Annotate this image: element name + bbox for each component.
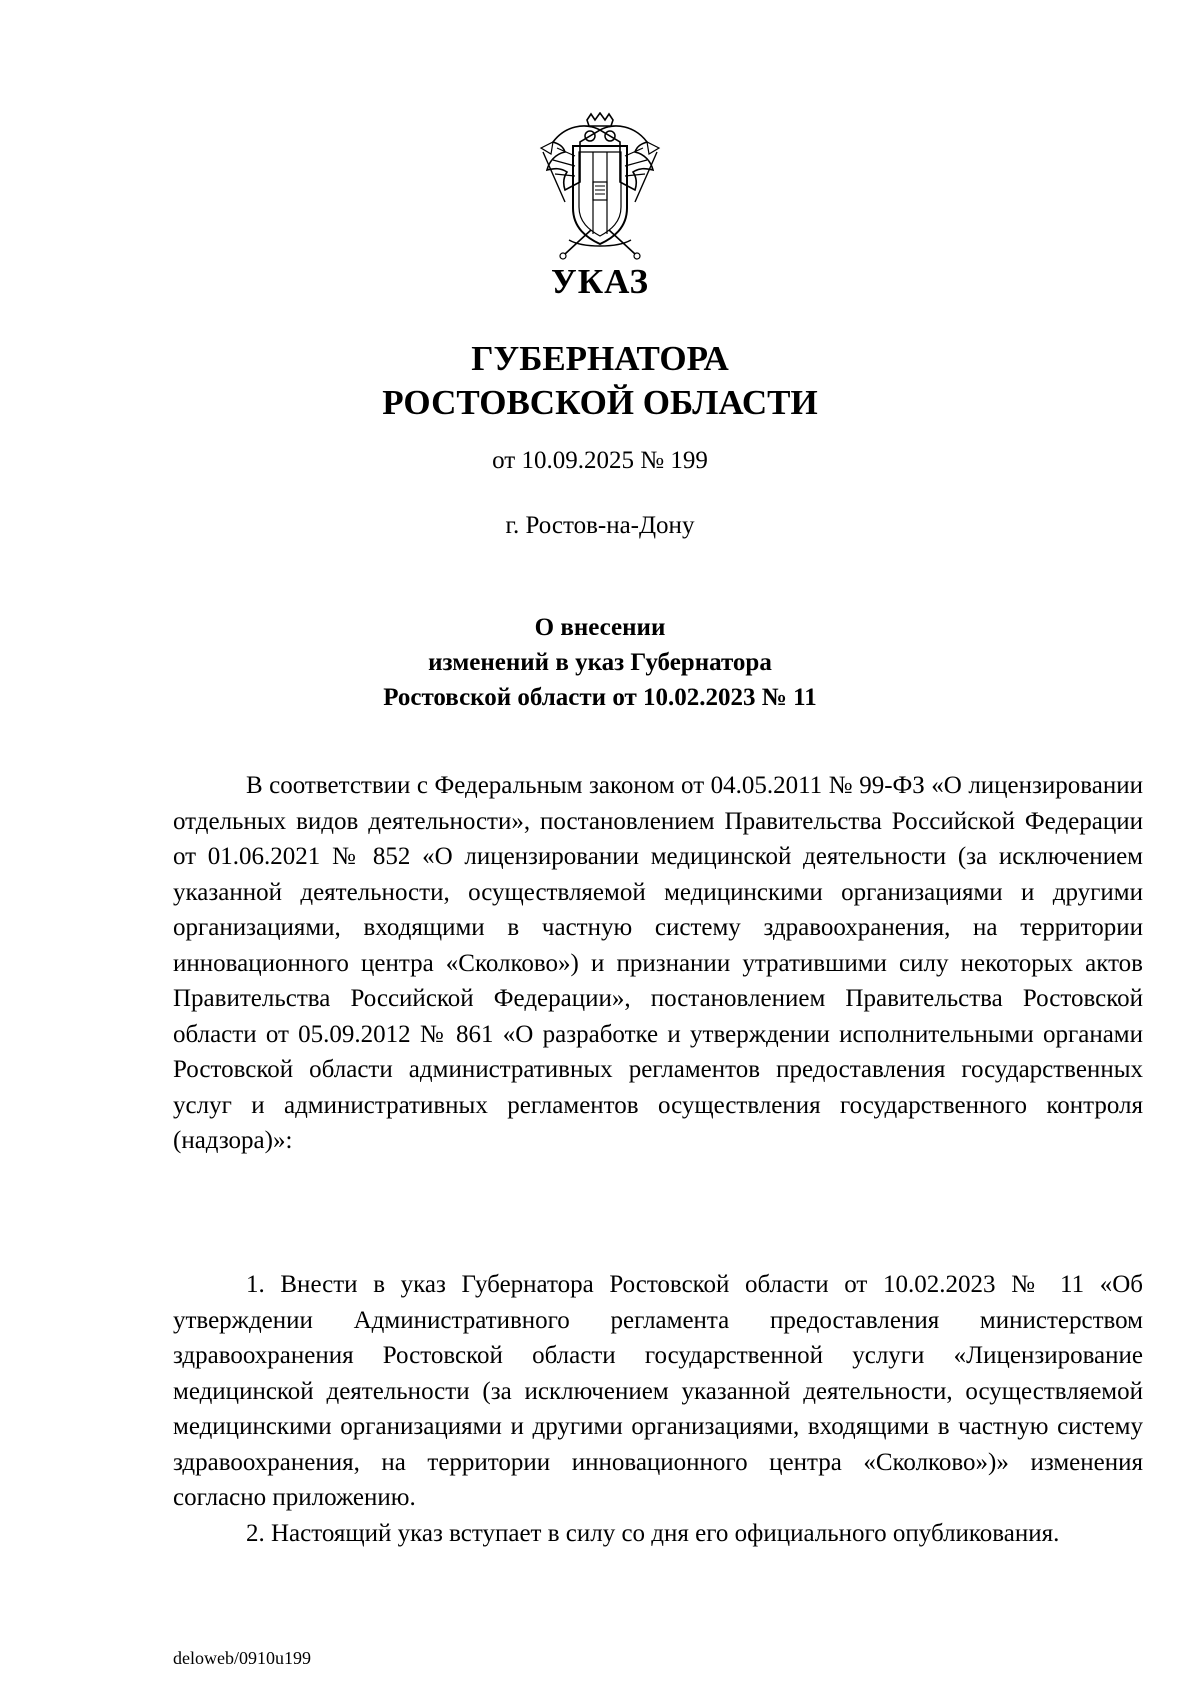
subject-line-2: изменений в указ Губернатора [428,649,772,676]
issuer-line-2: РОСТОВСКОЙ ОБЛАСТИ [382,383,818,422]
preamble-paragraph: В соответствии с Федеральным законом от 04.05.2011 № 99-ФЗ «О лицензировании отдельных видов деятельности», постановлением Правительства Российской Федерации от 01.06.2021 № 852 «О лицензировании медицинской деятельности (за исключением указанной деятельности, осуществляемой медицинскими организациями и другими организациями, входящими в частную систему здравоохранения, на территории инновационного центра «Сколково») и признании утратившими силу некоторых актов Правительства Российской Федерации», постановлением Правительства Ростовской области от 05.09.2012 № 861 «О разработке и утверждении исполнительными органами Ростовской области административных регламентов предоставления государственных услуг и административных регламентов осуществления государственного контроля (надзора)»: [173,772,1143,1154]
issuer-line-1: ГУБЕРНАТОРА [471,339,729,378]
item-1: 1. Внести в указ Губернатора Ростовской области от 10.02.2023 № 11 «Об утверждении Административного регламента предоставления министерством здравоохранения Ростовской области государственной услуги «Лицензирование медицинской деятельности (за исключением указанной деятельности, осуществляемой медицинскими организациями и другими организациями, входящими в частную систему здравоохранения, на территории инновационного центра «Сколково»)» изменения согласно приложению. [173,1271,1143,1511]
footer-reference: deloweb/0910u199 [173,1648,311,1668]
document-subject [0,610,1200,715]
subject-line-3: Ростовской области от 10.02.2023 № 11 [383,684,817,711]
coat-of-arms-icon [535,112,665,262]
document-title: УКАЗ [551,262,649,301]
item-2: 2. Настоящий указ вступает в силу со дня его официального опубликования. [246,1519,1060,1547]
items-section [173,1267,1143,1551]
subject-line-1: О внесении [534,614,666,641]
date-number: от 10.09.2025 № 199 [492,447,708,474]
city: г. Ростов-на-Дону [505,512,695,539]
issuer-title [0,337,1200,425]
preamble-section [173,768,1143,1159]
